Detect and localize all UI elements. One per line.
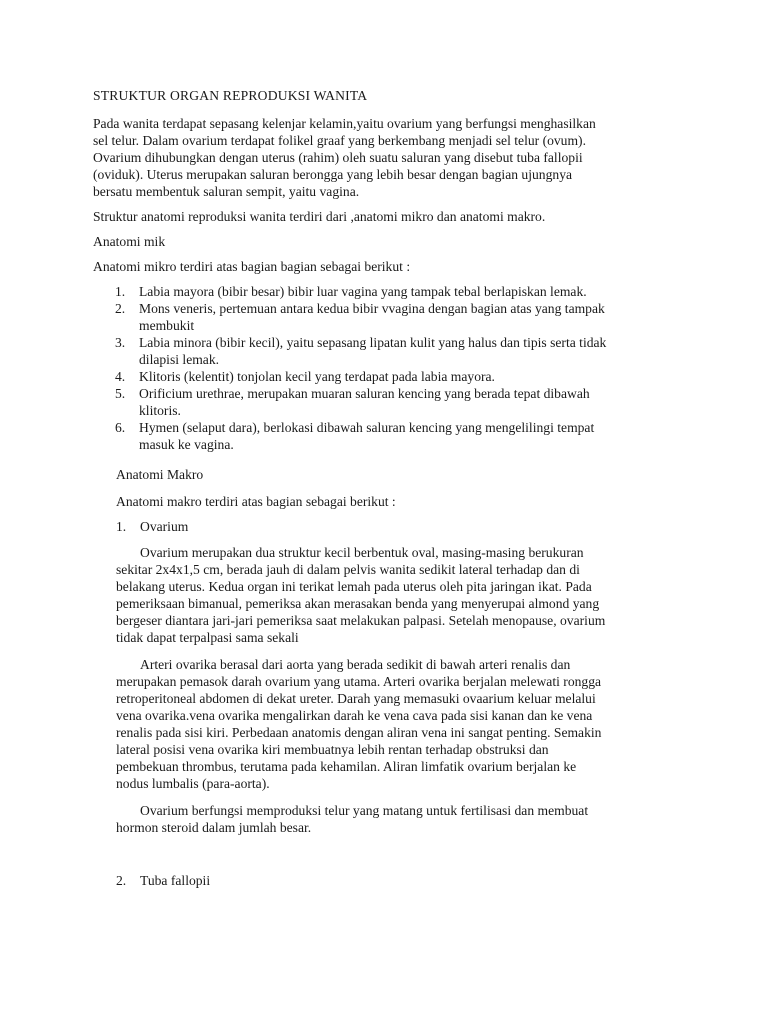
text-line: Labia minora (bibir kecil), yaitu sepasang lipatan kulit yang halus dan tipis serta tidak xyxy=(139,335,607,350)
text-line: Pada wanita terdapat sepasang kelenjar kelamin,yaitu ovarium yang berfungsi menghasilkan xyxy=(93,116,596,131)
text-line: bergeser diantara jari-jari pemeriksa saat melakukan palpasi. Setelah menopause, ovarium xyxy=(116,613,606,628)
spacer xyxy=(93,846,728,872)
section-tuba-fallopii-heading xyxy=(116,872,728,889)
text-line: Ovarium merupakan dua struktur kecil berbentuk oval, masing-masing berukuran xyxy=(140,545,584,560)
text-line: Labia mayora (bibir besar) bibir luar vagina yang tampak tebal berlapiskan lemak. xyxy=(139,284,587,299)
text-line: sel telur. Dalam ovarium terdapat folikel graaf yang berkembang menjadi sel telur (ovum). xyxy=(93,133,586,148)
list-item xyxy=(115,419,728,453)
text-line: nodus lumbalis (para-aorta). xyxy=(116,776,270,791)
list-item xyxy=(115,300,728,334)
list-number: 3. xyxy=(115,335,126,350)
list-number: 1. xyxy=(115,284,126,299)
section-title: Tuba fallopii xyxy=(140,873,211,888)
text-line: pemeriksaan bimanual, pemeriksa akan merasakan benda yang menyerupai almond yang xyxy=(116,596,600,611)
list-number: 5. xyxy=(115,386,126,401)
text-line: tidak dapat terpalpasi sama sekali xyxy=(116,630,299,645)
ovarium-paragraph-1 xyxy=(116,544,728,646)
text-line: sekitar 2x4x1,5 cm, berada jauh di dalam pelvis wanita sedikit lateral terhadap dan di xyxy=(116,562,580,577)
text-line: Klitoris (kelentit) tonjolan kecil yang terdapat pada labia mayora. xyxy=(139,369,495,384)
text-line: bersatu membentuk saluran sempit, yaitu vagina. xyxy=(93,184,360,199)
document-title: STRUKTUR ORGAN REPRODUKSI WANITA xyxy=(93,88,368,103)
list-item xyxy=(115,385,728,419)
list-number: 6. xyxy=(115,420,126,435)
ovarium-paragraph-3 xyxy=(116,802,728,836)
text-line: merupakan pemasok darah ovarium yang utama. Arteri ovarika berjalan melewati rongga xyxy=(116,674,602,689)
section-ovarium-heading xyxy=(116,518,728,535)
text-line: vena ovarika.vena ovarika mengalirkan darah ke vena cava pada sisi kanan dan ke vena xyxy=(116,708,593,723)
section-number: 1. xyxy=(116,519,127,534)
list-number: 4. xyxy=(115,369,126,384)
text-line: hormon steroid dalam jumlah besar. xyxy=(116,820,312,835)
list-item xyxy=(115,283,728,300)
list-item xyxy=(115,334,728,368)
struktur-paragraph: Struktur anatomi reproduksi wanita terdiri dari ,anatomi mikro dan anatomi makro. xyxy=(93,209,546,224)
list-item xyxy=(115,368,728,385)
ovarium-paragraph-2 xyxy=(116,656,728,792)
text-line: Mons veneris, pertemuan antara kedua bibir vvagina dengan bagian atas yang tampak xyxy=(139,301,605,316)
text-line: Orificium urethrae, merupakan muaran saluran kencing yang berada tepat dibawah xyxy=(139,386,590,401)
text-line: membukit xyxy=(139,318,195,333)
text-line: belakang uterus. Kedua organ ini terikat lemah pada uterus oleh pita jaringan ikat. Pada xyxy=(116,579,592,594)
list-number: 2. xyxy=(115,301,126,316)
makro-intro: Anatomi makro terdiri atas bagian sebagai berikut : xyxy=(116,494,396,509)
text-line: dilapisi lemak. xyxy=(139,352,220,367)
mikro-intro: Anatomi mikro terdiri atas bagian bagian sebagai berikut : xyxy=(93,259,411,274)
text-line: Ovarium dihubungkan dengan uterus (rahim) oleh suatu saluran yang disebut tuba fallopii xyxy=(93,150,583,165)
text-line: lateral posisi vena ovarika kiri membuatnya lebih rentan terhadap obstruksi dan xyxy=(116,742,549,757)
text-line: (oviduk). Uterus merupakan saluran berongga yang lebih besar dengan bagian ujungnya xyxy=(93,167,573,182)
intro-paragraph xyxy=(93,115,728,200)
text-line: Ovarium berfungsi memproduksi telur yang matang untuk fertilisasi dan membuat xyxy=(140,803,589,818)
section-title: Ovarium xyxy=(140,519,189,534)
heading-anatomi-mik: Anatomi mik xyxy=(93,234,166,249)
text-line: renalis pada sisi kiri. Perbedaan anatomis dengan aliran vena ini sangat penting. Semakin xyxy=(116,725,602,740)
section-number: 2. xyxy=(116,873,127,888)
text-line: Hymen (selaput dara), berlokasi dibawah saluran kencing yang mengelilingi tempat xyxy=(139,420,595,435)
text-line: klitoris. xyxy=(139,403,181,418)
text-line: Arteri ovarika berasal dari aorta yang berada sedikit di bawah arteri renalis dan xyxy=(140,657,571,672)
text-line: masuk ke vagina. xyxy=(139,437,234,452)
text-line: retroperitoneal abdomen di dekat ureter. Darah yang memasuki ovaarium keluar melalui xyxy=(116,691,596,706)
text-line: pembekuan thrombus, terutama pada kehamilan. Aliran limfatik ovarium berjalan ke xyxy=(116,759,577,774)
mikro-list xyxy=(93,283,728,453)
heading-anatomi-makro: Anatomi Makro xyxy=(116,467,204,482)
